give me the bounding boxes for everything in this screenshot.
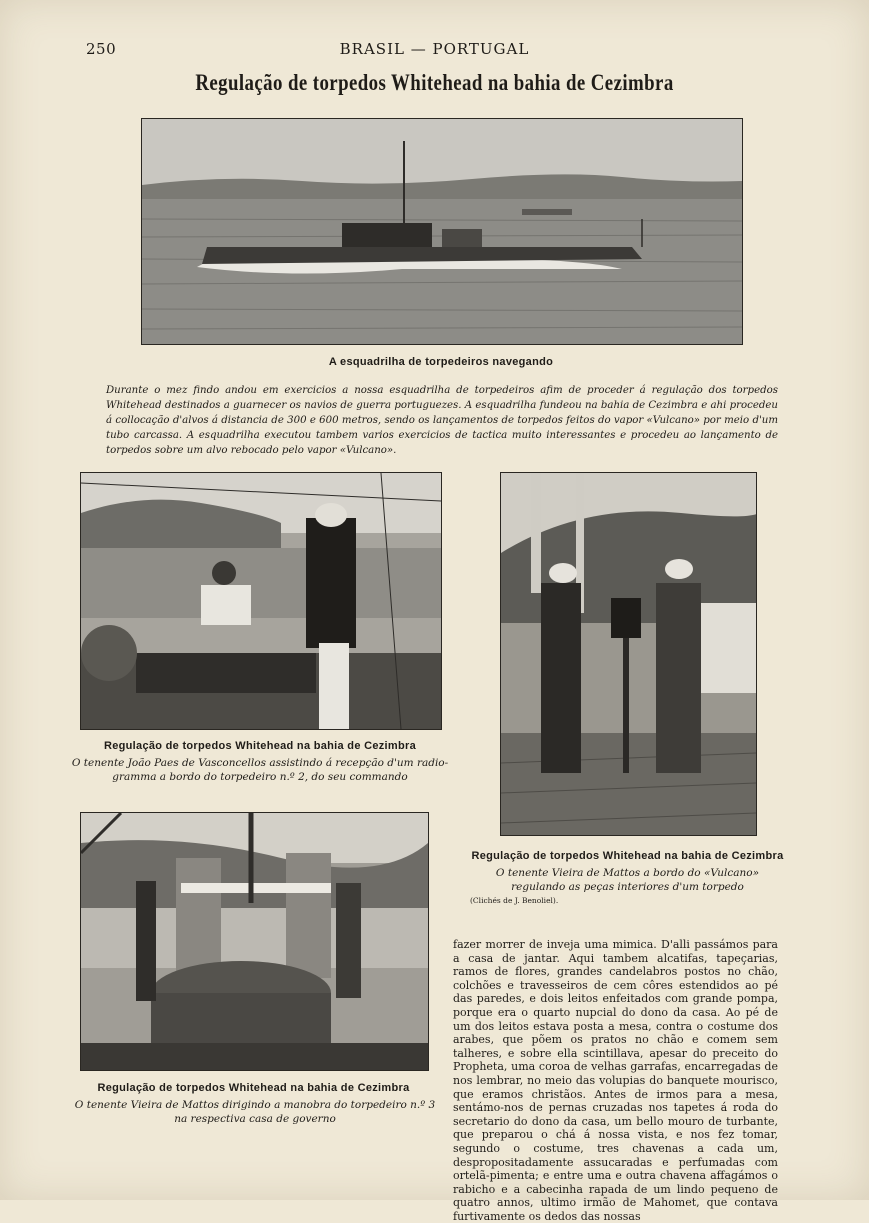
body-text-column: fazer morrer de inveja uma mimica. D'alli passámos para a casa de jantar. Aqui tambem alcatifas, tapeçarias, ramos de flores, grandes candelabros postos no chão, colchões e travesseiros de cem côres estendidos ao pé das paredes, e dois leitos enfeitados com grande pompa, porque era o quarto nupcial do dono da casa. Ao pé de um dos leitos estava posta a mesa, contra o costume dos arabes, que põem os pratos no chão e comem sem talheres, e sobre ella scintillava, apesar do preceito do Propheta, uma coroa de velhas garrafas, encarregadas de nos lembrar, no meio das volupias do banquete mourisco, que eramos christãos. Antes de irmos para a mesa, sentámo-nos de pernas cruzadas nos tapetes á roda do secretario do dono da casa, um bello mouro de turbante, que preparou o chá á nossa vista, e nos fez tomar, segundo o costume, tres chavenas a cada um, despropositadamente assucaradas e perfumadas com ortelã-pimenta; e entre uma e outra chavena affagámos o rabicho e a cabecinha rapada de um lindo pequeno de quatro annos, ultimo irmão de Mahomet, que contava furtivamente os dedos das nossas	[453, 938, 778, 1223]
intro-paragraph: Durante o mez findo andou em exercicios a nossa esquadrilha de torpedeiros afim de proceder á regulação dos torpedos Whitehead destinados a guarnecer os navios de guerra portuguezes. A esquadrilha fundeou na bahia de Cezimbra e ahi procedeu á collocação d'alvos á distancia de 300 e 600 metros, sendo os lançamentos de torpedos feitos do vapor «Vulcano» por meio d'um tubo carcassa. A esquadrilha executou tambem varios exercicios de tactica muito interessantes e procedeu ao lançamento de torpedos sobre um alvo rebocado pelo vapor «Vulcano».	[106, 385, 778, 456]
photo-caption-regulation-title: Regulação de torpedos Whitehead na bahia de Cezimbra	[471, 850, 784, 862]
photo-caption-steering-line2: na respectiva casa de governo	[174, 1113, 336, 1125]
photo-caption-radiogram-title: Regulação de torpedos Whitehead na bahia de Cezimbra	[103, 740, 417, 752]
running-head: BRASIL — PORTUGAL	[339, 40, 530, 58]
page-number: 250	[86, 40, 117, 58]
article-title: Regulação de torpedos Whitehead na bahia de Cezimbra	[195, 70, 674, 95]
photo-caption-radiogram-line2: gramma a bordo do torpedeiro n.º 2, do seu commando	[112, 771, 408, 783]
photo-steering-house	[80, 812, 429, 1071]
photo-caption-regulation-line1: O tenente Vieira de Mattos a bordo do «Vulcano»	[495, 867, 760, 879]
photo-caption-radiogram-line1: O tenente João Paes de Vasconcellos assistindo á recepção d'um radio-	[71, 757, 449, 769]
photo-radiogram-reception	[80, 472, 442, 730]
photo-caption-steering-line1: O tenente Vieira de Mattos dirigindo a manobra do torpedeiro n.º 3	[74, 1099, 436, 1111]
photo-caption-regulation-line2: regulando as peças interiores d'um torpedo	[511, 881, 744, 893]
photo-torpedo-boats	[141, 118, 743, 345]
photo-credit: (Clichés de J. Benoliel).	[470, 896, 559, 905]
photo-torpedo-regulation	[500, 472, 757, 836]
photo-caption-steering-title: Regulação de torpedos Whitehead na bahia de Cezimbra	[97, 1082, 410, 1094]
photo-caption-top: A esquadrilha de torpedeiros navegando	[328, 356, 554, 368]
